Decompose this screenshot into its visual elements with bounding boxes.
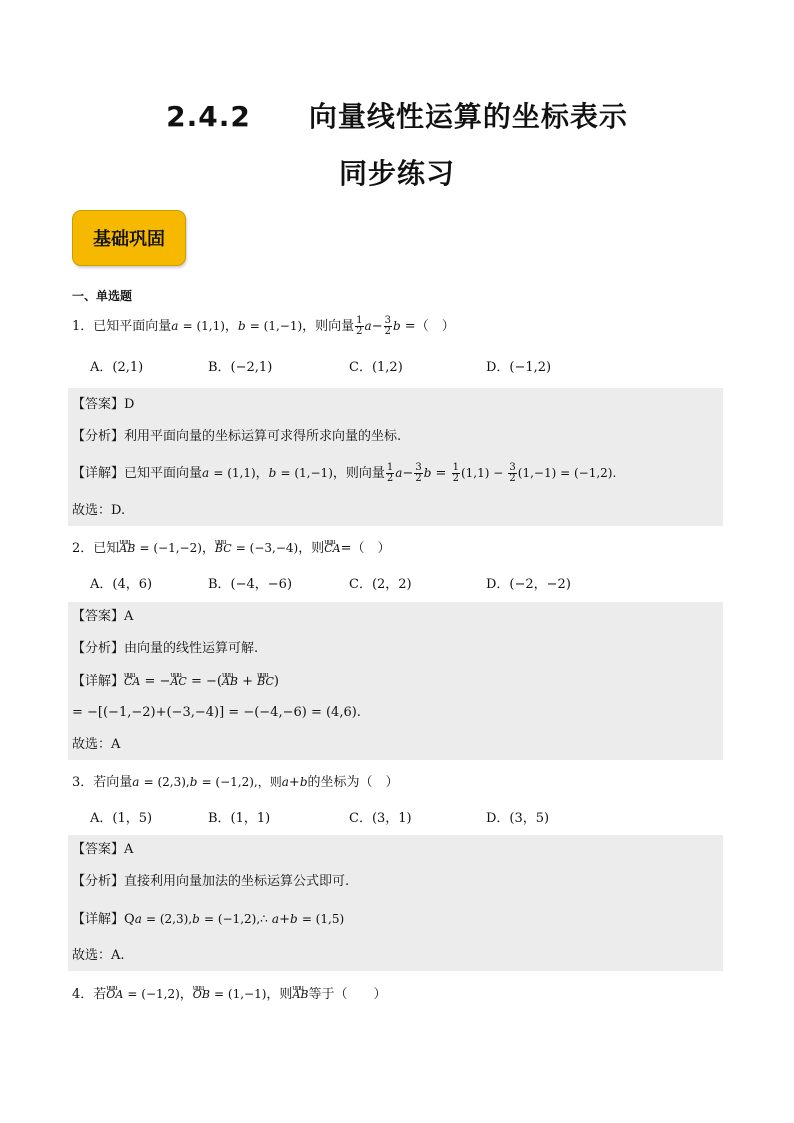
option-c: C．(2，2) (349, 577, 412, 592)
fraction: $\frac{3}{2}$ (509, 462, 516, 484)
section-badge: 基础巩固 (72, 210, 186, 266)
answer-line: 【答案】A (72, 842, 134, 857)
question-2-stem: 2．已知uuu AB = (−1,−2)，uuu BC = (−3,−4)，则uuu CA=（ ） (72, 539, 391, 558)
fraction: $\frac{1}{2}$ (452, 462, 459, 484)
analysis-line: 【分析】由向量的线性运算可解. (72, 641, 259, 656)
option-d: D．(−2，−2) (486, 577, 571, 592)
question-3-stem: 3．若向量a = (2,3),b = (−1,2),，则a+b的坐标为（ ） (72, 775, 399, 790)
fraction: $\frac{3}{2}$ (384, 315, 391, 337)
option-a: A．(1，5) (90, 811, 153, 826)
option-c: C．(3，1) (349, 811, 412, 826)
answer-line: 【答案】A (72, 609, 134, 624)
option-d: D．(3，5) (486, 811, 550, 826)
option-b: B．(−2,1) (208, 360, 273, 375)
page-title: 2.4.2 向量线性运算的坐标表示 (166, 100, 628, 133)
fraction: $\frac{1}{2}$ (356, 315, 363, 337)
option-b: B．(−4，−6) (208, 577, 293, 592)
question-number: 1． (72, 319, 94, 334)
detail-line-2: = −[(−1,−2)+(−3,−4)] = −(−4,−6) = (4,6). (72, 705, 361, 720)
detail-line: 【详解】已知平面向量a = (1,1)，b = (1,−1)，则向量 $\frac{1}{2}$ a− $\frac{3}{2}$ b = $\frac{1}{2}$ (1,1) − $\frac{3}{2}$ (1,−1) = (−1,2). (72, 462, 617, 484)
page-subtitle: 同步练习 (338, 157, 455, 190)
section-heading: 一、单选题 (72, 289, 133, 303)
detail-line: 【详解】uuu CA = −uuu AC = −(uuu AB + uuu BC) (72, 673, 279, 691)
question-4-stem: 4．若uuu OA = (−1,2)，uuu OB = (1,−1)，则uuu AB等于（ ） (72, 985, 386, 1004)
fraction: $\frac{1}{2}$ (386, 462, 394, 484)
solution-box-1 (68, 388, 723, 526)
answer-line: 【答案】D (72, 397, 135, 412)
choose-line: 故选：D. (72, 503, 126, 518)
option-d: D．(−1,2) (486, 360, 552, 375)
solution-box-3 (68, 835, 723, 971)
option-a: A．(4，6) (90, 577, 153, 592)
analysis-line: 【分析】利用平面向量的坐标运算可求得所求向量的坐标. (72, 429, 402, 444)
option-c: C．(1,2) (349, 360, 403, 375)
fraction: $\frac{3}{2}$ (415, 462, 422, 484)
question-1-stem: 1．已知平面向量a = (1,1)，b = (1,−1)，则向量 $\frac{1}{2}$ a− $\frac{3}{2}$ b =（ ） (72, 315, 455, 337)
choose-line: 故选：A. (72, 948, 125, 963)
choose-line: 故选：A (72, 737, 121, 752)
analysis-line: 【分析】直接利用向量加法的坐标运算公式即可. (72, 874, 350, 889)
option-b: B．(1，1) (208, 811, 271, 826)
detail-line: 【详解】Qa = (2,3),b = (−1,2),∴ a+b = (1,5) (72, 912, 345, 927)
option-a: A．(2,1) (90, 360, 144, 375)
